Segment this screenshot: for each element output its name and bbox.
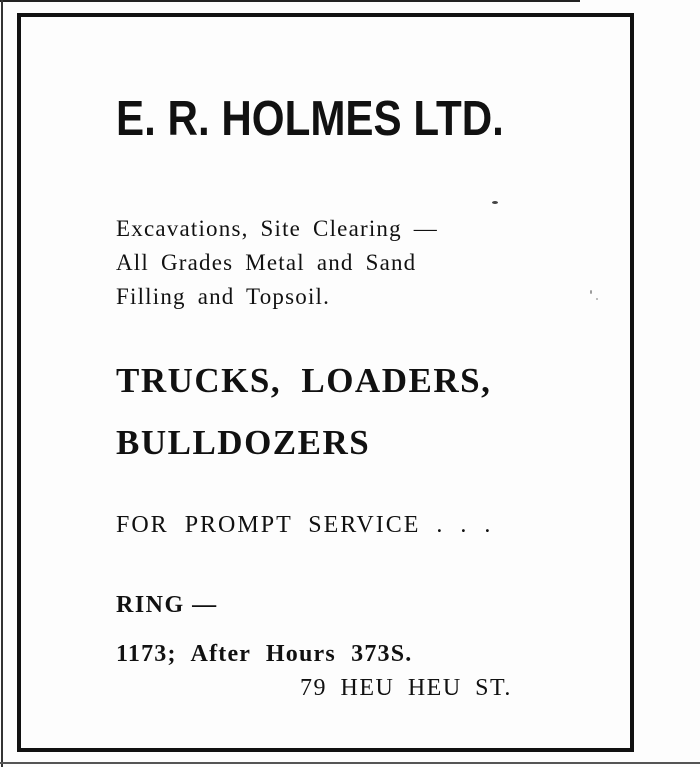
print-speck <box>492 201 498 204</box>
print-speck <box>590 290 592 294</box>
services-text <box>116 212 438 314</box>
equipment-heading <box>116 350 491 474</box>
services-line: All Grades Metal and Sand <box>116 250 417 275</box>
print-speck <box>596 298 598 300</box>
services-line: Excavations, Site Clearing — <box>116 216 438 241</box>
ring-label: RING — <box>116 592 218 618</box>
prompt-service-text: FOR PROMPT SERVICE . . . <box>116 512 493 538</box>
company-name: E. R. HOLMES LTD. <box>116 92 504 146</box>
street-address: 79 HEU HEU ST. <box>300 675 512 701</box>
equipment-line: BULLDOZERS <box>116 423 371 462</box>
equipment-line: TRUCKS, LOADERS, <box>116 361 492 400</box>
phone-numbers: 1173; After Hours 373S. <box>116 641 413 667</box>
services-line: Filling and Topsoil. <box>116 284 331 309</box>
